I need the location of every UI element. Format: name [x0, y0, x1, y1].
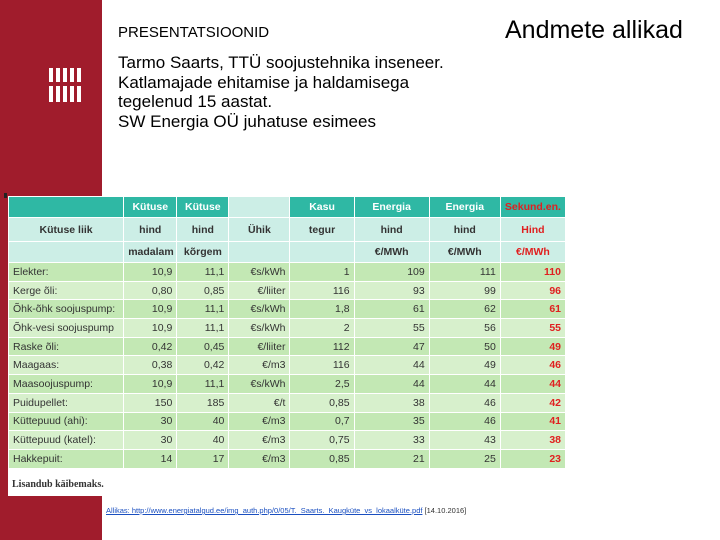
table-cell: 11,1	[177, 375, 228, 393]
table-cell: 0,7	[290, 413, 353, 431]
table-cell: 0,85	[177, 282, 228, 300]
table-cell: 41	[501, 413, 565, 431]
slide-title: Andmete allikad	[505, 16, 683, 44]
table-header-cell: hind	[430, 218, 500, 241]
table-cell: 111	[430, 263, 500, 281]
table-header-cell: Energia	[430, 197, 500, 217]
table-cell: 112	[290, 338, 353, 356]
table-cell: 11,1	[177, 300, 228, 318]
table-row	[9, 300, 565, 318]
table-cell: 0,42	[177, 356, 228, 374]
fuel-name-cell: Puidupellet:	[9, 394, 123, 412]
table-cell: 14	[124, 450, 176, 468]
table-header-cell: tegur	[290, 218, 353, 241]
section-label: PRESENTATSIOONID	[118, 24, 270, 41]
table-cell: €/m3	[229, 356, 289, 374]
table-row	[9, 338, 565, 356]
table-cell: €/m3	[229, 431, 289, 449]
table-cell: 62	[430, 300, 500, 318]
table-cell: 49	[501, 338, 565, 356]
table-cell: 116	[290, 356, 353, 374]
table-cell: 38	[501, 431, 565, 449]
table-cell: 1	[290, 263, 353, 281]
table-row	[9, 282, 565, 300]
fuel-price-table	[8, 196, 566, 469]
fuel-name-cell: Elekter:	[9, 263, 123, 281]
table-cell: 0,85	[290, 394, 353, 412]
table-cell: 40	[177, 413, 228, 431]
table-header-cell: €/MWh	[501, 242, 565, 262]
table-cell: 46	[501, 356, 565, 374]
table-cell: 110	[501, 263, 565, 281]
table-cell: 0,45	[177, 338, 228, 356]
table-cell: 1,8	[290, 300, 353, 318]
table-cell: 10,9	[124, 263, 176, 281]
table-cell: 185	[177, 394, 228, 412]
fuel-name-cell: Maasoojuspump:	[9, 375, 123, 393]
table-row	[9, 450, 565, 468]
table-cell: 30	[124, 413, 176, 431]
table-row	[9, 413, 565, 431]
table-cell: 44	[355, 356, 429, 374]
bullet-marker	[4, 193, 7, 198]
table-cell: 109	[355, 263, 429, 281]
table-header-row	[9, 197, 565, 217]
table-cell: 43	[430, 431, 500, 449]
fuel-price-table-image	[8, 196, 566, 496]
table-cell: 0,85	[290, 450, 353, 468]
table-cell: 61	[501, 300, 565, 318]
table-cell: 49	[430, 356, 500, 374]
description-line: Katlamajade ehitamise ja haldamisega	[118, 72, 410, 92]
table-cell: 30	[124, 431, 176, 449]
table-cell: 50	[430, 338, 500, 356]
table-cell: 55	[355, 319, 429, 337]
table-header-cell	[229, 197, 289, 217]
fuel-name-cell: Hakkepuit:	[9, 450, 123, 468]
table-cell: 0,80	[124, 282, 176, 300]
table-cell: 93	[355, 282, 429, 300]
fuel-name-cell: Raske õli:	[9, 338, 123, 356]
description-line: tegelenud 15 aastat.	[118, 92, 273, 111]
table-cell: €/liiter	[229, 282, 289, 300]
table-header-cell: hind	[124, 218, 176, 241]
table-row	[9, 375, 565, 393]
table-header-cell: Sekund.en.	[501, 197, 565, 217]
table-cell: 55	[501, 319, 565, 337]
fuel-name-cell: Õhk-vesi soojuspump	[9, 319, 123, 337]
description-line: Tarmo Saarts, TTÜ soojustehnika inseneer.	[118, 53, 444, 72]
table-header-cell: Ühik	[229, 218, 289, 241]
table-row	[9, 394, 565, 412]
table-cell: 46	[430, 394, 500, 412]
table-header-cell: kõrgem	[177, 242, 228, 262]
table-cell: 0,75	[290, 431, 353, 449]
table-cell: €/m3	[229, 450, 289, 468]
table-cell: 150	[124, 394, 176, 412]
table-header-cell: Hind	[501, 218, 565, 241]
fuel-name-cell: Küttepuud (ahi):	[9, 413, 123, 431]
fuel-name-cell: Küttepuud (katel):	[9, 431, 123, 449]
table-cell: €/liiter	[229, 338, 289, 356]
fuel-name-cell: Maagaas:	[9, 356, 123, 374]
table-cell: 2,5	[290, 375, 353, 393]
table-cell: 56	[430, 319, 500, 337]
table-cell: 0,42	[124, 338, 176, 356]
table-header-cell	[229, 242, 289, 262]
table-cell: 11,1	[177, 319, 228, 337]
table-cell: 10,9	[124, 300, 176, 318]
table-cell: €s/kWh	[229, 375, 289, 393]
table-cell: €/m3	[229, 413, 289, 431]
table-cell: 21	[355, 450, 429, 468]
table-cell: €/t	[229, 394, 289, 412]
table-cell: 2	[290, 319, 353, 337]
source-citation	[106, 506, 466, 515]
table-cell: 116	[290, 282, 353, 300]
table-header-cell: hind	[355, 218, 429, 241]
table-cell: 99	[430, 282, 500, 300]
table-header-cell	[290, 242, 353, 262]
table-header-row	[9, 242, 565, 262]
table-cell: 23	[501, 450, 565, 468]
table-cell: 61	[355, 300, 429, 318]
table-cell: 10,9	[124, 319, 176, 337]
source-link[interactable]: Allikas: http://www.energiatalgud.ee/img_auth.php/0/05/T._Saarts._Kaugküte_vs_lokaalküte.pdf	[106, 506, 423, 515]
description-line: SW Energia OÜ juhatuse esimees	[118, 111, 376, 131]
table-cell: 46	[430, 413, 500, 431]
table-cell: 11,1	[177, 263, 228, 281]
table-cell: 0,38	[124, 356, 176, 374]
table-cell: 42	[501, 394, 565, 412]
table-header-cell: Kütuse	[124, 197, 176, 217]
table-header-cell: Kütuse	[177, 197, 228, 217]
table-cell: 96	[501, 282, 565, 300]
table-cell: 44	[430, 375, 500, 393]
table-header-cell: Energia	[355, 197, 429, 217]
table-header-cell: madalam	[124, 242, 176, 262]
table-cell: 44	[501, 375, 565, 393]
table-header-cell	[9, 197, 123, 217]
table-cell: €s/kWh	[229, 300, 289, 318]
table-header-cell: hind	[177, 218, 228, 241]
table-row	[9, 356, 565, 374]
fuel-name-cell: Õhk-õhk soojuspump:	[9, 300, 123, 318]
source-date: [14.10.2016]	[424, 506, 467, 515]
table-cell: 40	[177, 431, 228, 449]
table-cell: 38	[355, 394, 429, 412]
table-cell: €s/kWh	[229, 319, 289, 337]
table-row	[9, 431, 565, 449]
table-header-cell: €/MWh	[430, 242, 500, 262]
vat-footnote: Lisandub käibemaks.	[12, 479, 104, 490]
table-cell: 25	[430, 450, 500, 468]
table-cell: €s/kWh	[229, 263, 289, 281]
table-cell: 10,9	[124, 375, 176, 393]
university-logo-icon	[49, 68, 81, 102]
table-cell: 17	[177, 450, 228, 468]
table-row	[9, 319, 565, 337]
table-header-cell: Kütuse liik	[9, 218, 123, 241]
table-header-row	[9, 218, 565, 241]
fuel-name-cell: Kerge õli:	[9, 282, 123, 300]
author-description	[118, 53, 444, 131]
table-header-cell: €/MWh	[355, 242, 429, 262]
table-header-cell: Kasu	[290, 197, 353, 217]
table-cell: 44	[355, 375, 429, 393]
table-header-cell	[9, 242, 123, 262]
table-cell: 33	[355, 431, 429, 449]
table-cell: 47	[355, 338, 429, 356]
table-row	[9, 263, 565, 281]
table-cell: 35	[355, 413, 429, 431]
